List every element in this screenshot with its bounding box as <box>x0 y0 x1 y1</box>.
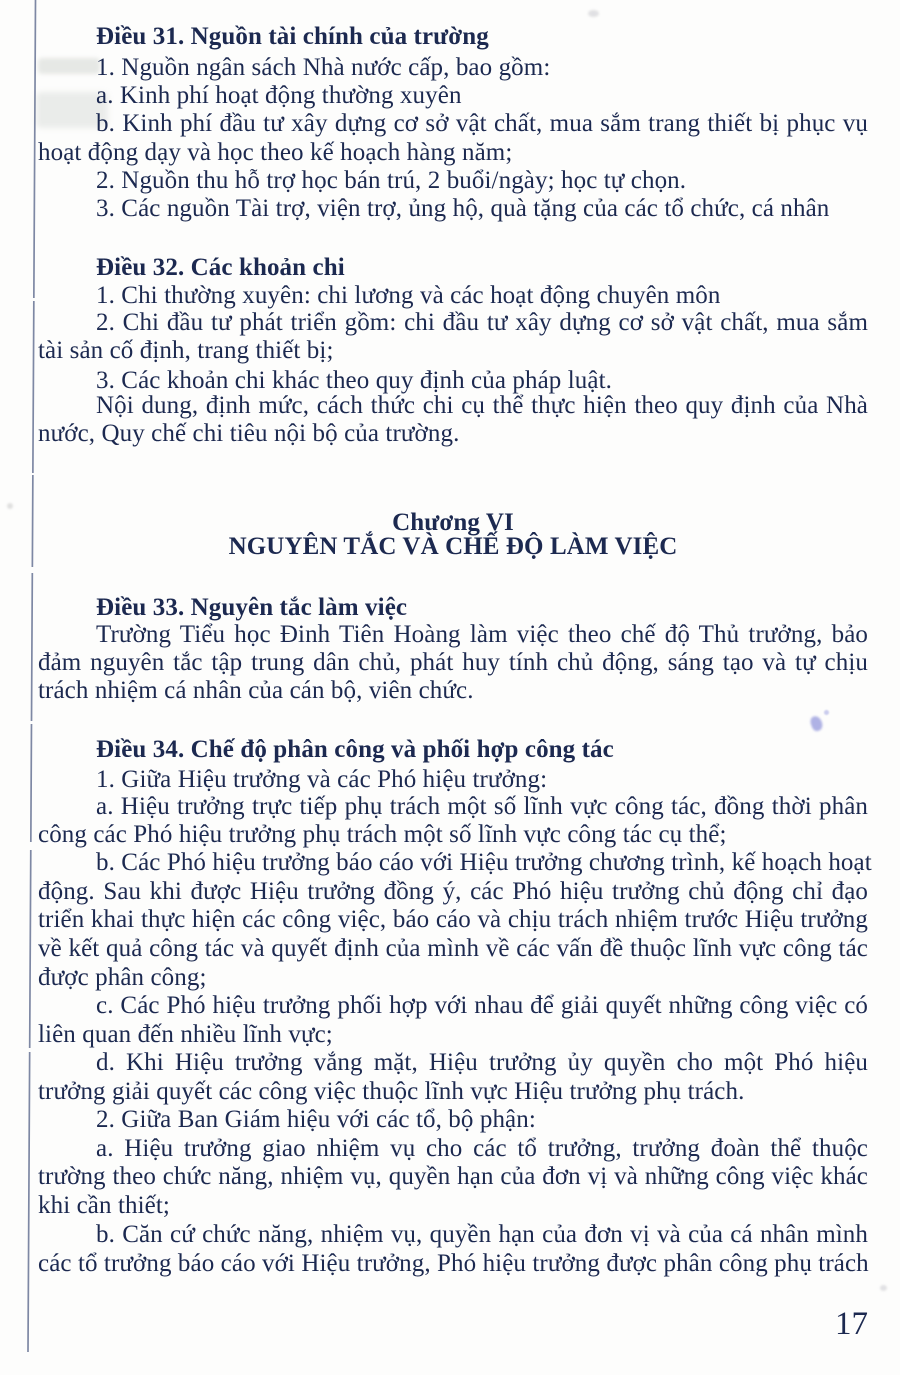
document-line: hoạt động dạy và học theo kế hoạch hàng năm; <box>38 139 513 166</box>
page-number: 17 <box>835 1306 868 1342</box>
ink-speck-icon <box>824 710 829 715</box>
document-line: Điều 34. Chế độ phân công và phối hợp công tác <box>96 736 614 763</box>
document-line: Nội dung, định mức, cách thức chi cụ thể thực hiện theo quy định của Nhà <box>96 392 868 419</box>
ink-speck-icon <box>809 715 824 733</box>
document-line: a. Hiệu trưởng giao nhiệm vụ cho các tổ trưởng, trưởng đoàn thể thuộc <box>96 1135 868 1162</box>
scan-speck-icon <box>880 1285 887 1291</box>
document-line: a. Hiệu trưởng trực tiếp phụ trách một số lĩnh vực công tác, đồng thời phân <box>96 793 868 820</box>
scan-speck-icon <box>7 503 13 509</box>
document-line: Điều 32. Các khoản chi <box>96 254 345 281</box>
document-line: được phân công; <box>38 964 207 991</box>
document-line: động. Sau khi được Hiệu trưởng đồng ý, các Phó hiệu trưởng chủ động chỉ đạo <box>38 878 868 905</box>
document-line: 3. Các nguồn Tài trợ, viện trợ, ủng hộ, quà tặng của các tổ chức, cá nhân <box>96 195 830 222</box>
document-line: về kết quả công tác và quyết định của mình về các vấn đề thuộc lĩnh vực công tác <box>38 935 868 962</box>
document-line: 1. Giữa Hiệu trưởng và các Phó hiệu trưởng: <box>96 766 548 793</box>
document-line: 2. Giữa Ban Giám hiệu với các tổ, bộ phận: <box>96 1106 536 1133</box>
document-line: b. Kinh phí đầu tư xây dựng cơ sở vật chất, mua sắm trang thiết bị phục vụ <box>96 110 868 137</box>
document-line: nước, Quy chế chi tiêu nội bộ của trường. <box>38 420 460 447</box>
scan-speck-icon <box>588 10 599 17</box>
document-line: triển khai thực hiện các công việc, báo cáo và chịu trách nhiệm trước Hiệu trưởng <box>38 906 868 933</box>
document-line: c. Các Phó hiệu trưởng phối hợp với nhau để giải quyết những công việc có <box>96 992 868 1019</box>
document-line: Điều 33. Nguyên tắc làm việc <box>96 594 408 621</box>
document-line: liên quan đến nhiều lĩnh vực; <box>38 1021 333 1048</box>
document-line: trưởng giải quyết các công việc thuộc lĩnh vực Hiệu trưởng phụ trách. <box>38 1078 745 1105</box>
document-line: các tổ trưởng báo cáo với Hiệu trưởng, Phó hiệu trưởng được phân công phụ trách <box>38 1250 869 1277</box>
document-line: 2. Nguồn thu hỗ trợ học bán trú, 2 buổi/ngày; học tự chọn. <box>96 167 687 194</box>
document-line: trường theo chức năng, nhiệm vụ, quyền hạn của đơn vị và những công việc khác <box>38 1163 868 1190</box>
document-line: đảm nguyên tắc tập trung dân chủ, phát huy tính chủ động, sáng tạo và tự chịu <box>38 649 868 676</box>
document-line: tài sản cố định, trang thiết bị; <box>38 337 334 364</box>
document-line: Điều 31. Nguồn tài chính của trường <box>96 23 489 50</box>
document-line: 1. Nguồn ngân sách Nhà nước cấp, bao gồm: <box>96 54 551 81</box>
document-line: NGUYÊN TẮC VÀ CHẾ ĐỘ LÀM VIỆC <box>228 533 678 560</box>
document-line: Trường Tiểu học Đinh Tiên Hoàng làm việc theo chế độ Thủ trưởng, bảo <box>96 621 868 648</box>
document-line: khi cần thiết; <box>38 1192 170 1219</box>
document-line: b. Căn cứ chức năng, nhiệm vụ, quyền hạn của đơn vị và của cá nhân mình <box>96 1221 868 1248</box>
document-line: a. Kinh phí hoạt động thường xuyên <box>96 82 462 109</box>
document-line: d. Khi Hiệu trưởng vắng mặt, Hiệu trưởng ủy quyền cho một Phó hiệu <box>96 1049 868 1076</box>
document-line: 3. Các khoản chi khác theo quy định của pháp luật. <box>96 367 612 394</box>
document-line: công các Phó hiệu trưởng phụ trách một số lĩnh vực công tác cụ thể; <box>38 821 727 848</box>
document-line: 1. Chi thường xuyên: chi lương và các hoạt động chuyên môn <box>96 282 721 309</box>
document-line: trách nhiệm cá nhân của cán bộ, viên chức. <box>38 677 474 704</box>
document-line: b. Các Phó hiệu trưởng báo cáo với Hiệu trưởng chương trình, kế hoạch hoạt <box>96 849 872 876</box>
document-line: Chương VI <box>392 509 514 536</box>
document-line: 2. Chi đầu tư phát triển gồm: chi đầu tư xây dựng cơ sở vật chất, mua sắm <box>96 309 868 336</box>
